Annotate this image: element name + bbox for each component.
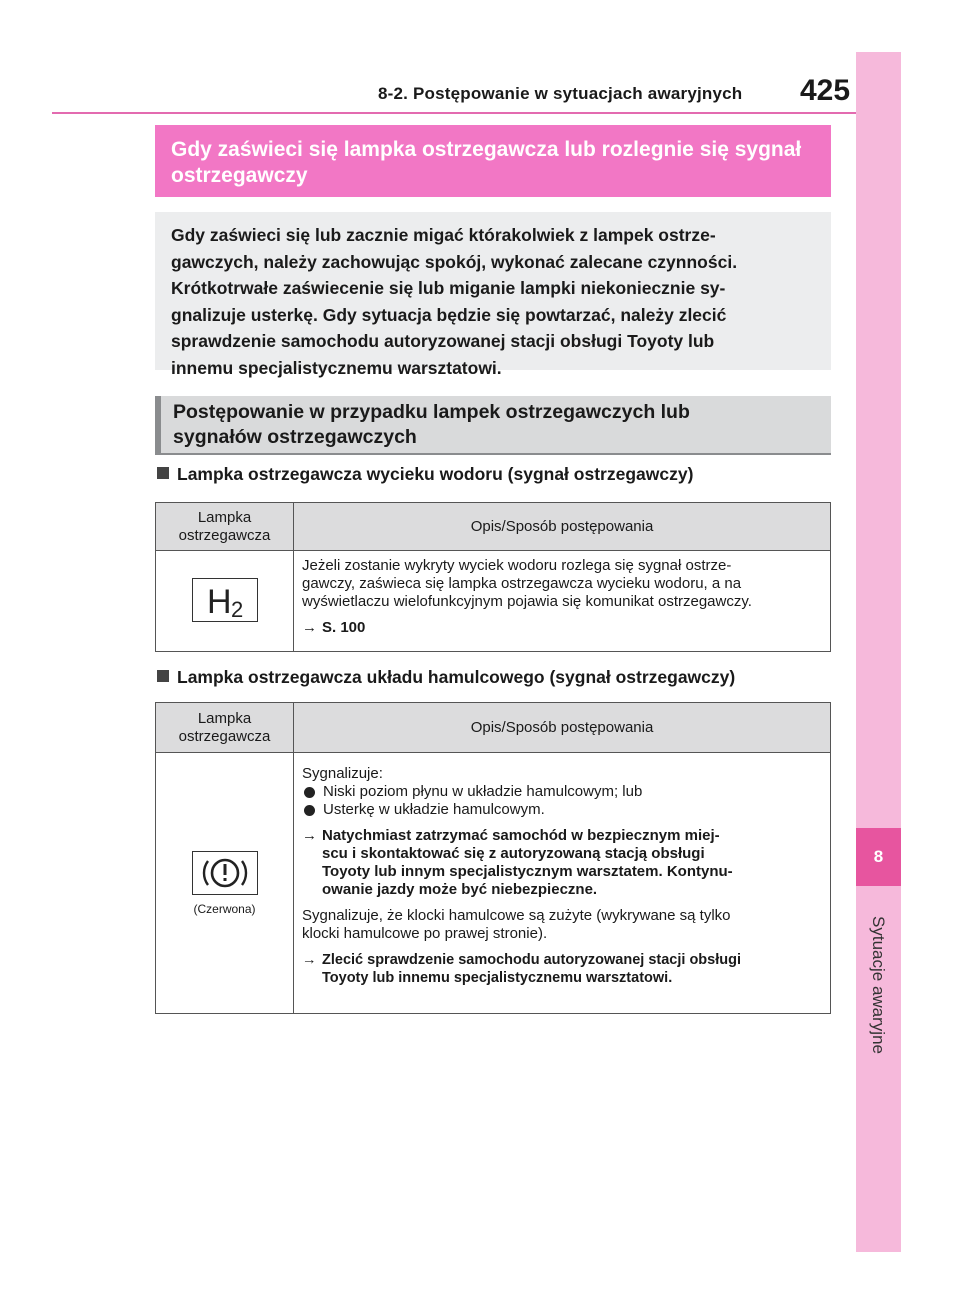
- arrow-icon: →: [302, 952, 317, 968]
- bullet-icon: [304, 787, 315, 798]
- action-instruction: [302, 827, 824, 899]
- pads-line: Sygnalizuje, że klocki hamulcowe są zużyte (wykrywane są tylko: [302, 907, 731, 924]
- hydrogen-description-cell: [294, 551, 831, 652]
- chapter-side-tab: [856, 52, 901, 1252]
- table-header-lamp: [156, 703, 294, 753]
- header-rule: [52, 112, 857, 114]
- action-line: scu i skontaktować się z autoryzowaną stacją obsługi: [322, 845, 705, 862]
- desc-line: wyświetlaczu wielofunkcyjnym pojawia się komunikat ostrzegawczy.: [302, 593, 752, 610]
- square-bullet-icon: [157, 670, 169, 682]
- svg-text:2: 2: [230, 596, 243, 621]
- brake-description-cell: [294, 753, 831, 1014]
- table-header-description: Opis/Sposób postępowania: [294, 703, 831, 753]
- list-item: [302, 783, 824, 801]
- brake-warning-table: [155, 702, 831, 1014]
- brake-lamp-cell: [156, 753, 294, 1014]
- intro-line: innemu specjalistycznemu warsztatowi.: [171, 357, 502, 378]
- intro-line: gnalizuje usterkę. Gdy sytuacja będzie się powtarzać, należy zlecić: [171, 304, 727, 325]
- intro-line: gawczych, należy zachowując spokój, wykonać zalecane czynności.: [171, 251, 738, 272]
- header-lamp-line: ostrzegawcza: [178, 526, 271, 544]
- bullet-text: Usterkę w układzie hamulcowym.: [323, 801, 545, 818]
- icon-caption: (Czerwona): [193, 901, 256, 916]
- chapter-label: Sytuacje awaryjne: [869, 916, 888, 1054]
- hydrogen-section-heading: [157, 464, 693, 485]
- section-title: 8-2. Postępowanie w sytuacjach awaryjnych: [378, 84, 743, 103]
- hydrogen-warning-table: [155, 502, 831, 652]
- hydrogen-heading-text: Lampka ostrzegawcza wycieku wodoru (sygnał ostrzegawczy): [177, 464, 694, 484]
- arrow-icon: →: [302, 619, 317, 636]
- action-line: Toyoty lub innemu specjalistycznemu warsztatowi.: [322, 970, 673, 986]
- list-item: [302, 801, 824, 819]
- header-lamp-line: Lampka: [197, 709, 252, 727]
- header-lamp-line: ostrzegawcza: [178, 727, 271, 745]
- page-reference[interactable]: [302, 619, 824, 637]
- grey-banner-line: Postępowanie w przypadku lampek ostrzegawczych lub: [173, 401, 690, 423]
- action-instruction: [302, 951, 824, 987]
- square-bullet-icon: [157, 467, 169, 479]
- pink-section-banner: Gdy zaświeci się lampka ostrzegawcza lub rozlegnie się sygnał ostrzegawczy: [155, 125, 831, 197]
- page-number: 425: [800, 74, 851, 107]
- pads-note: [302, 907, 824, 943]
- pads-line: klocki hamulcowe po prawej stronie).: [302, 925, 548, 942]
- hydrogen-h2-icon: [192, 578, 258, 622]
- arrow-icon: →: [302, 827, 317, 844]
- signals-label: Sygnalizuje:: [302, 765, 383, 782]
- intro-line: sprawdzenie samochodu autoryzowanej stacji obsługi Toyoty lub: [171, 331, 715, 351]
- table-header-lamp: [156, 503, 294, 551]
- chapter-number: 8: [856, 828, 901, 886]
- bullet-icon: [304, 805, 315, 816]
- header-lamp-line: Lampka: [197, 508, 252, 526]
- desc-line: Jeżeli zostanie wykryty wyciek wodoru rozlega się sygnał ostrze-: [302, 557, 732, 574]
- grey-banner-rule: [155, 453, 831, 455]
- brake-heading-text: Lampka ostrzegawcza układu hamulcowego (sygnał ostrzegawczy): [177, 667, 736, 687]
- intro-panel: [155, 212, 831, 378]
- intro-line: Gdy zaświeci się lub zacznie migać którakolwiek z lampek ostrze-: [171, 225, 716, 245]
- hydrogen-lamp-cell: [156, 551, 294, 652]
- brake-warning-icon: [192, 851, 258, 895]
- action-line: Zlecić sprawdzenie samochodu autoryzowanej stacji obsługi: [322, 952, 741, 968]
- svg-text:H: H: [206, 582, 232, 621]
- bullet-text: Niski poziom płynu w układzie hamulcowym; lub: [323, 783, 643, 800]
- action-line: Toyoty lub innym specjalistycznym warsztatem. Kontynu-: [322, 863, 733, 880]
- page-reference-text[interactable]: S. 100: [322, 619, 366, 636]
- action-line: owanie jazdy może być niebezpieczne.: [322, 881, 598, 898]
- desc-line: gawczy, zaświeca się lampka ostrzegawcza wycieku wodoru, a na: [302, 575, 742, 592]
- table-header-description: Opis/Sposób postępowania: [294, 503, 831, 551]
- brake-section-heading: [157, 667, 735, 688]
- grey-section-banner: [155, 396, 831, 453]
- intro-line: Krótkotrwałe zaświecenie się lub miganie lampki niekoniecznie sy-: [171, 278, 726, 298]
- grey-banner-line: sygnałów ostrzegawczych: [173, 426, 417, 448]
- action-line: Natychmiast zatrzymać samochód w bezpiecznym miej-: [322, 827, 720, 844]
